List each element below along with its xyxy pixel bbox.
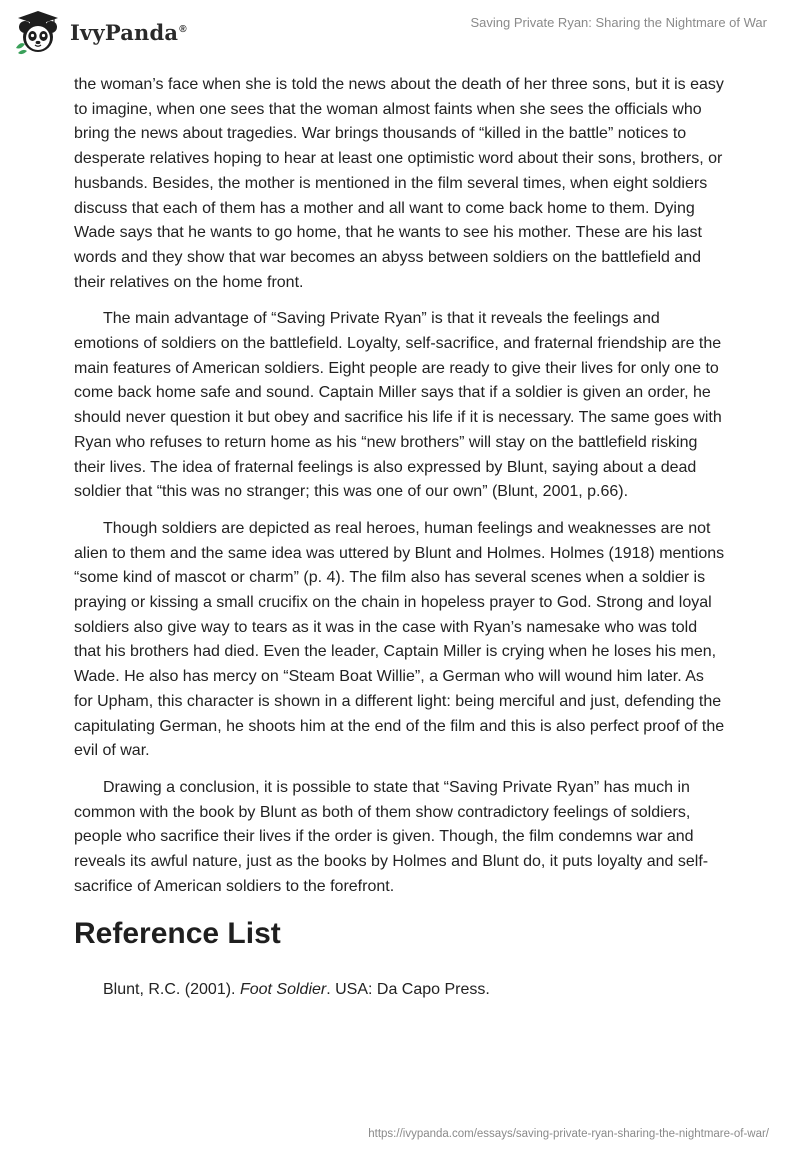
reference-list-heading: Reference List xyxy=(74,916,281,950)
reference-author-year: Blunt, R.C. (2001). xyxy=(103,980,240,998)
body-paragraph: Drawing a conclusion, it is possible to state that “Saving Private Ryan” has much in common with the book by Blunt as both of them show contradictory feelings of soldiers, people who sacrifice their lives if the order is given. Though, the film condemns war and reveals its awful nature, just as the books by Holmes and Blunt do, it puts loyalty and self-sacrifice of American soldiers to the forefront. xyxy=(74,778,709,895)
reference-item xyxy=(103,978,726,1003)
page-header xyxy=(0,0,800,64)
logo-wordmark: IvyPanda® xyxy=(70,19,187,45)
body-paragraph: Though soldiers are depicted as real heroes, human feelings and weaknesses are not alien to them and the same idea was uttered by Blunt and Holmes. Holmes (1918) mentions “some kind of mascot or charm” (p. 4). The film also has several scenes when a soldier is praying or kissing a small crucifix on the chain in hopeless prayer to God. Strong and loyal soldiers also give way to tears as it was in the case with Ryan’s namesake who was told that his brothers had died. Even the leader, Captain Miller is crying when he loses his men, Wade. He also has mercy on “Steam Boat Willie”, a German who will wound him later. As for Upham, this character is shown in a different light: being merciful and just, defending the capitulating German, he shoots him at the end of the film and this is also perfect proof of the evil of war. xyxy=(74,519,725,760)
body-paragraph: the woman’s face when she is told the news about the death of her three sons, but it is easy to imagine, when one sees that the woman almost faints when she sees the officials who bring the news about tragedies. War brings thousands of “killed in the battle” notices to desperate relatives hoping to hear at least one optimistic word about their sons, brothers, or husbands. Besides, the mother is mentioned in the film several times, when eight soldiers discuss that each of them has a mother and all want to come back home to them. Dying Wade says that he wants to go home, that he wants to see his mother. These are his last words and they show that war becomes an abyss between soldiers on the battlefield and their relatives on the home front. xyxy=(74,76,724,291)
reference-title: Foot Soldier xyxy=(239,980,327,998)
reference-publisher: . USA: Da Capo Press. xyxy=(326,980,490,998)
panda-graduate-logo-icon xyxy=(14,8,64,56)
essay-title-header: Saving Private Ryan: Sharing the Nightmare of War xyxy=(470,15,767,30)
footer-url-link[interactable]: https://ivypanda.com/essays/saving-private-ryan-sharing-the-nightmare-of-war/ xyxy=(368,1128,769,1140)
body-paragraph: The main advantage of “Saving Private Ryan” is that it reveals the feelings and emotions of soldiers on the battlefield. Loyalty, self-sacrifice, and fraternal friendship are the main features of American soldiers. Eight people are ready to give their lives for only one to come back home safe and sound. Captain Miller says that if a soldier is given an order, he should never question it but obey and sacrifice his life if it is necessary. The same goes with Ryan who refuses to return home as his “new brothers” will stay on the battlefield risking their lives. The idea of fraternal feelings is also expressed by Blunt, saying about a dead soldier that “this was no stranger; this was one of our own” (Blunt, 2001, p.66). xyxy=(74,310,722,501)
ivypanda-logo-link[interactable] xyxy=(14,8,187,56)
essay-content xyxy=(74,73,726,1002)
